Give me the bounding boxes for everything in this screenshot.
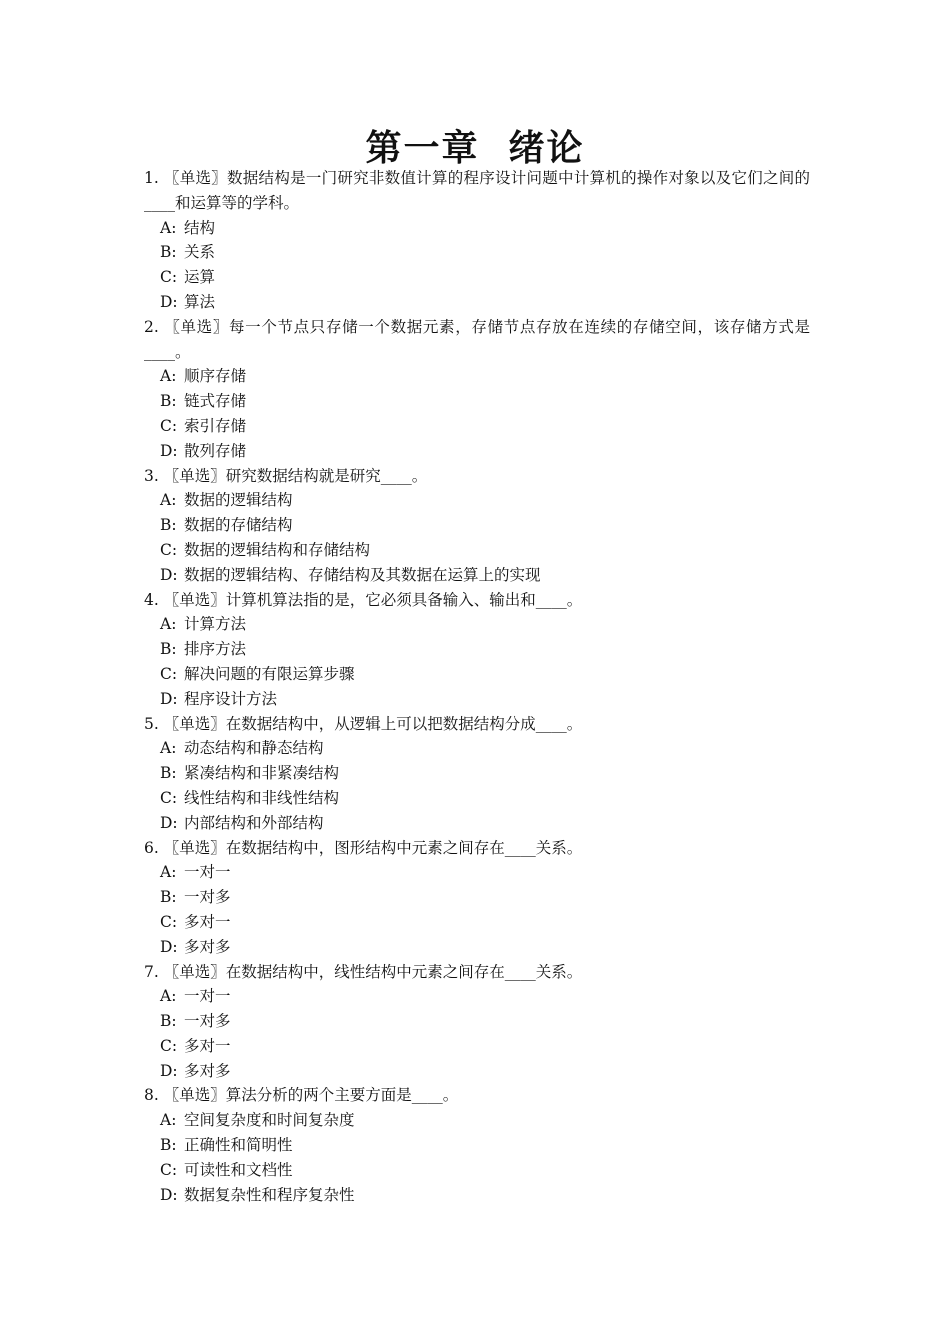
option-text: 多对多 [184, 1061, 231, 1080]
option-text: 索引存储 [184, 416, 247, 435]
option-letter: B: [160, 888, 177, 907]
option-text: 一对一 [184, 987, 231, 1006]
option-text: 动态结构和静态结构 [184, 739, 324, 758]
question-item [144, 712, 810, 836]
question-stem: 4. 〖单选〗计算机算法指的是，它必须具备输入、输出和____。 [144, 590, 583, 609]
answer-option [160, 563, 810, 588]
question-item [144, 1083, 810, 1207]
option-text: 紧凑结构和非紧凑结构 [184, 764, 340, 783]
option-text: 可读性和文档性 [184, 1160, 293, 1179]
question-list [144, 166, 810, 1207]
option-text: 算法 [184, 292, 216, 311]
option-text: 计算方法 [184, 615, 247, 634]
option-text: 散列存储 [184, 441, 247, 460]
option-letter: D: [160, 813, 178, 832]
answer-option [160, 389, 810, 414]
answer-option [160, 885, 810, 910]
option-letter: C: [160, 416, 178, 435]
answer-option [160, 414, 810, 439]
option-letter: A: [160, 615, 177, 634]
option-letter: A: [160, 863, 177, 882]
answer-option [160, 240, 810, 265]
option-text: 数据的存储结构 [184, 516, 293, 535]
answer-option [160, 216, 810, 241]
option-text: 解决问题的有限运算步骤 [184, 664, 355, 683]
question-stem: 3. 〖单选〗研究数据结构就是研究____。 [144, 466, 428, 485]
option-letter: A: [160, 367, 177, 386]
option-text: 程序设计方法 [184, 689, 278, 708]
option-text: 一对多 [184, 1012, 231, 1031]
option-list [144, 364, 810, 463]
option-letter: D: [160, 292, 178, 311]
option-text: 空间复杂度和时间复杂度 [184, 1111, 355, 1130]
question-stem: 8. 〖单选〗算法分析的两个主要方面是____。 [144, 1086, 459, 1105]
question-item [144, 960, 810, 1084]
answer-option [160, 687, 810, 712]
question-stem: 1. 〖单选〗数据结构是一门研究非数值计算的程序设计问题中计算机的操作对象以及它们之间的____和运算等的学科。 [144, 169, 810, 212]
option-letter: D: [160, 1061, 178, 1080]
answer-option [160, 910, 810, 935]
option-list [144, 860, 810, 959]
answer-option [160, 637, 810, 662]
option-letter: A: [160, 987, 177, 1006]
answer-option [160, 1059, 810, 1084]
option-text: 链式存储 [184, 392, 247, 411]
option-text: 一对一 [184, 863, 231, 882]
option-text: 多对多 [184, 937, 231, 956]
option-text: 运算 [184, 268, 216, 287]
option-letter: C: [160, 540, 178, 559]
option-letter: D: [160, 689, 178, 708]
answer-option [160, 935, 810, 960]
option-text: 关系 [184, 243, 216, 262]
option-letter: A: [160, 491, 177, 510]
answer-option [160, 488, 810, 513]
option-letter: C: [160, 268, 178, 287]
answer-option [160, 984, 810, 1009]
option-text: 线性结构和非线性结构 [184, 788, 340, 807]
question-stem: 2. 〖单选〗每一个节点只存储一个数据元素，存储节点存放在连续的存储空间，该存储方式是____。 [144, 317, 810, 361]
question-item [144, 588, 810, 712]
option-letter: A: [160, 218, 177, 237]
option-list [144, 984, 810, 1083]
option-letter: B: [160, 243, 177, 262]
option-list [144, 736, 810, 835]
question-item [144, 836, 810, 960]
answer-option [160, 538, 810, 563]
option-letter: A: [160, 1111, 177, 1130]
question-item [144, 464, 810, 588]
question-item [144, 166, 810, 315]
option-letter: C: [160, 664, 178, 683]
option-text: 数据复杂性和程序复杂性 [184, 1185, 355, 1204]
option-letter: D: [160, 441, 178, 460]
option-letter: D: [160, 565, 178, 584]
option-list [144, 216, 810, 315]
option-text: 内部结构和外部结构 [184, 813, 324, 832]
answer-option [160, 439, 810, 464]
answer-option [160, 662, 810, 687]
option-letter: B: [160, 640, 177, 659]
answer-option [160, 290, 810, 315]
answer-option [160, 1133, 810, 1158]
option-letter: C: [160, 1036, 178, 1055]
option-letter: D: [160, 937, 178, 956]
option-letter: B: [160, 392, 177, 411]
option-letter: B: [160, 764, 177, 783]
answer-option [160, 1009, 810, 1034]
option-letter: B: [160, 516, 177, 535]
answer-option [160, 786, 810, 811]
answer-option [160, 761, 810, 786]
option-text: 一对多 [184, 888, 231, 907]
question-item [144, 315, 810, 464]
option-text: 正确性和简明性 [184, 1136, 293, 1155]
question-stem: 7. 〖单选〗在数据结构中，线性结构中元素之间存在____关系。 [144, 962, 583, 981]
question-stem: 6. 〖单选〗在数据结构中，图形结构中元素之间存在____关系。 [144, 838, 583, 857]
answer-option [160, 1183, 810, 1208]
chapter-title: 第一章 绪论 [365, 127, 585, 170]
option-text: 数据的逻辑结构 [184, 491, 293, 510]
option-text: 顺序存储 [184, 367, 247, 386]
answer-option [160, 860, 810, 885]
option-letter: C: [160, 912, 178, 931]
answer-option [160, 811, 810, 836]
question-stem: 5. 〖单选〗在数据结构中，从逻辑上可以把数据结构分成____。 [144, 714, 583, 733]
option-letter: B: [160, 1136, 177, 1155]
option-letter: B: [160, 1012, 177, 1031]
answer-option [160, 513, 810, 538]
answer-option [160, 1034, 810, 1059]
option-list [144, 1108, 810, 1207]
option-text: 多对一 [184, 1036, 231, 1055]
answer-option [160, 1108, 810, 1133]
answer-option [160, 736, 810, 761]
option-text: 排序方法 [184, 640, 247, 659]
option-text: 多对一 [184, 912, 231, 931]
option-letter: C: [160, 788, 178, 807]
option-list [144, 488, 810, 587]
option-text: 数据的逻辑结构、存储结构及其数据在运算上的实现 [184, 565, 541, 584]
option-letter: A: [160, 739, 177, 758]
answer-option [160, 364, 810, 389]
option-list [144, 612, 810, 711]
answer-option [160, 1158, 810, 1183]
answer-option [160, 612, 810, 637]
option-letter: D: [160, 1185, 178, 1204]
answer-option [160, 265, 810, 290]
option-text: 结构 [184, 218, 216, 237]
option-text: 数据的逻辑结构和存储结构 [184, 540, 371, 559]
option-letter: C: [160, 1160, 178, 1179]
